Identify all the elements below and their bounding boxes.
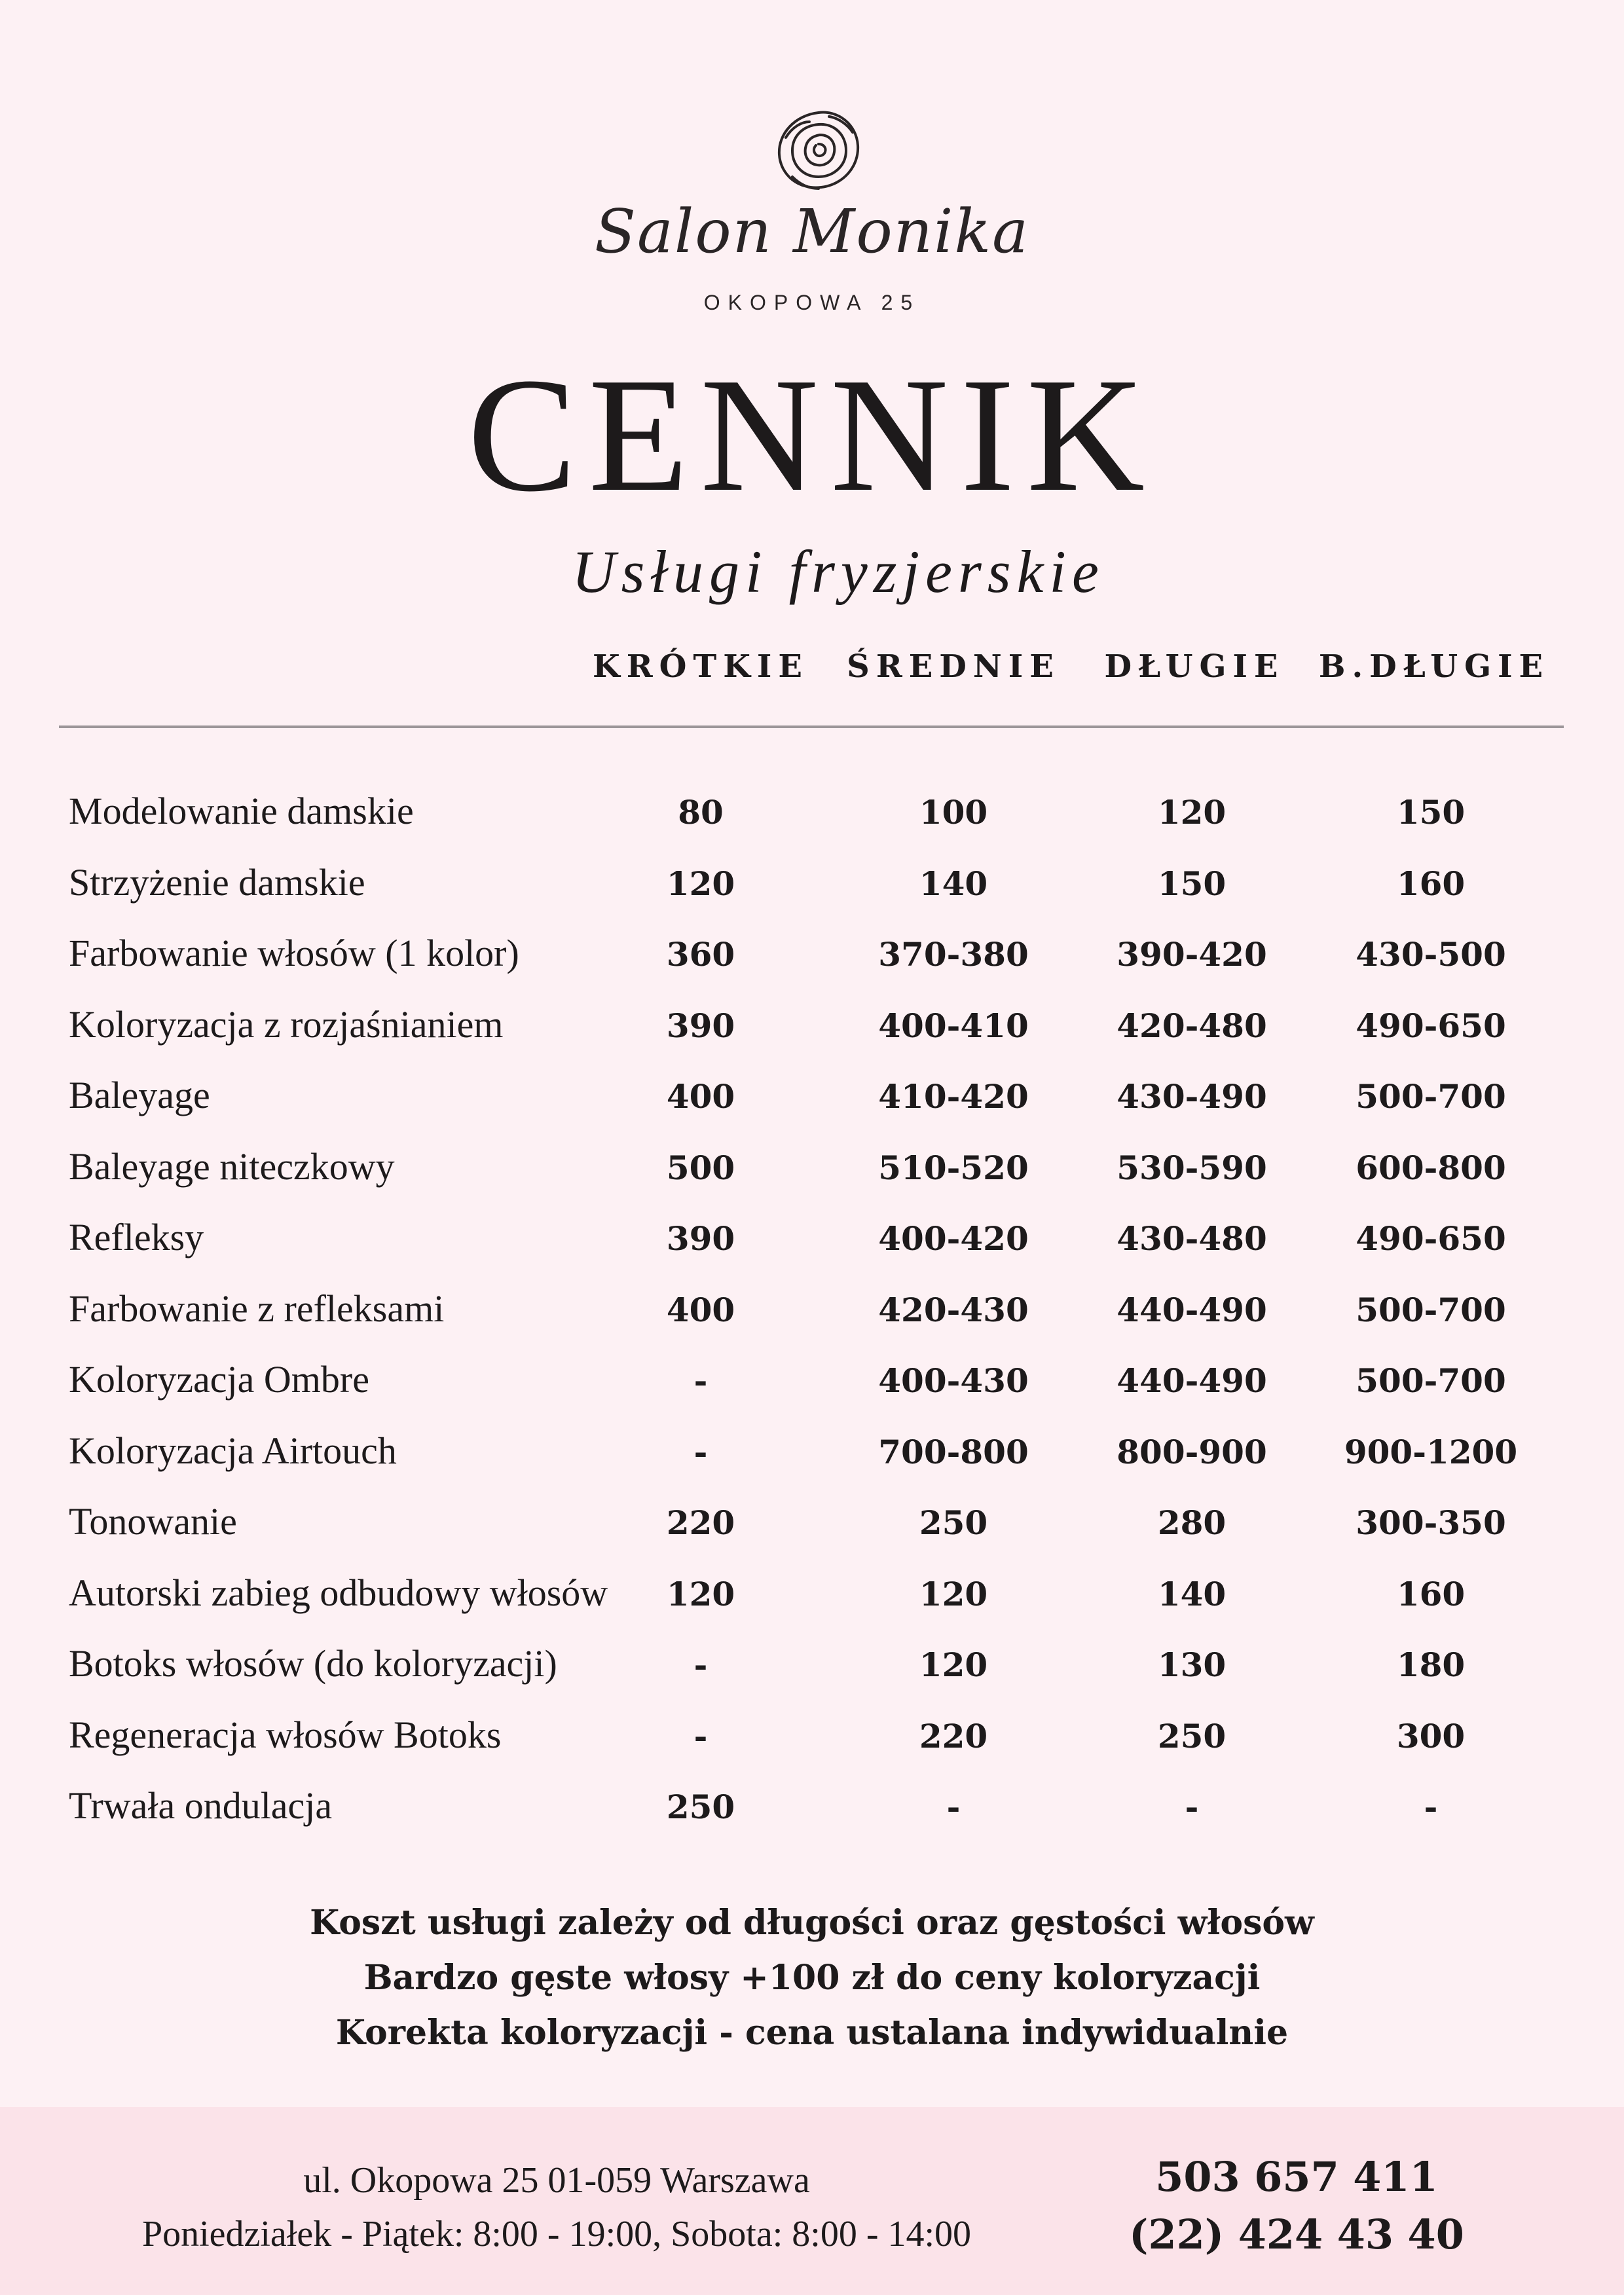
service-name: Koloryzacja z rozjaśnianiem [69,1002,504,1046]
price-cell: 160 [1396,1574,1466,1613]
service-name: Koloryzacja Airtouch [69,1429,397,1472]
price-cell: 250 [666,1788,735,1826]
price-cell: - [1185,1788,1199,1826]
price-cell: - [693,1432,708,1471]
price-cell: 250 [919,1503,988,1542]
price-cell: 400-420 [878,1219,1029,1258]
footer-hours: Poniedziałek - Piątek: 8:00 - 19:00, Sobota: 8:00 - 14:00 [141,2214,972,2254]
column-header-medium: ŚREDNIE [847,648,1060,685]
page-subtitle: Usługi fryzjerskie [572,538,1105,605]
price-cell: - [1424,1788,1438,1826]
price-cell: 300 [1396,1716,1466,1755]
price-cell: 400-410 [878,1006,1029,1045]
price-cell: 430-500 [1356,935,1506,974]
table-row [0,1357,1624,1416]
price-cell: 390 [666,1219,735,1258]
service-name: Baleyage niteczkowy [69,1145,395,1188]
price-cell: 150 [1157,864,1227,903]
price-notes [0,1896,1624,2061]
price-cell: 140 [1157,1574,1227,1613]
price-cell: 420-430 [878,1290,1029,1329]
price-cell: 390 [666,1006,735,1045]
service-name: Farbowanie z refleksami [69,1287,445,1330]
service-name: Autorski zabieg odbudowy włosów [69,1571,608,1614]
price-cell: 440-490 [1116,1290,1267,1329]
price-cell: 530-590 [1116,1148,1267,1187]
table-row [0,1713,1624,1772]
phone-mobile[interactable]: 503 657 411 [1155,2153,1438,2201]
footer-band [0,2107,1624,2295]
price-cell: 800-900 [1116,1432,1267,1471]
footer-address: ul. Okopowa 25 01-059 Warszawa [303,2160,810,2201]
price-cell: 420-480 [1116,1006,1267,1045]
price-cell: 300-350 [1356,1503,1506,1542]
column-header-long: DŁUGIE [1104,648,1285,685]
phone-landline[interactable]: (22) 424 43 40 [1129,2211,1464,2258]
service-name: Baleyage [69,1074,210,1116]
price-cell: 400 [666,1077,735,1116]
table-row [0,1145,1624,1203]
price-cell: 490-650 [1356,1219,1506,1258]
price-cell: 400-430 [878,1361,1029,1400]
rose-icon [766,98,871,203]
service-name: Koloryzacja Ombre [69,1358,369,1401]
column-header-short: KRÓTKIE [593,648,809,685]
price-cell: - [693,1716,708,1755]
price-cell: 430-490 [1116,1077,1267,1116]
price-cell: 100 [919,793,988,832]
price-cell: 410-420 [878,1077,1029,1116]
price-cell: 120 [919,1574,988,1613]
price-cell: 500-700 [1356,1077,1506,1116]
price-cell: - [693,1361,708,1400]
price-cell: - [946,1788,961,1826]
table-row [0,1002,1624,1061]
page-title: CENNIK [467,344,1157,526]
price-cell: 510-520 [878,1148,1029,1187]
salon-name: Salon Monika [594,196,1030,266]
column-header-very-long: B.DŁUGIE [1318,648,1550,685]
price-cell: 120 [666,864,735,903]
service-name: Strzyżenie damskie [69,860,365,904]
price-cell: 220 [666,1503,735,1542]
price-cell: 280 [1157,1503,1227,1542]
service-name: Modelowanie damskie [69,790,414,832]
price-cell: 390-420 [1116,935,1267,974]
service-name: Farbowanie włosów (1 kolor) [69,932,519,974]
price-cell: 250 [1157,1716,1227,1755]
price-cell: 130 [1157,1645,1227,1684]
price-cell: 150 [1396,793,1466,832]
note-line: Korekta koloryzacji - cena ustalana indywidualnie [335,2013,1289,2053]
service-name: Refleksy [69,1216,204,1258]
price-cell: 500-700 [1356,1361,1506,1400]
service-name: Regeneracja włosów Botoks [69,1713,502,1756]
table-row [0,931,1624,990]
table-row [0,1642,1624,1700]
price-cell: 700-800 [878,1432,1029,1471]
price-cell: 160 [1396,864,1466,903]
price-cell: - [693,1645,708,1684]
note-line: Koszt usługi zależy od długości oraz gęstości włosów [310,1903,1314,1943]
price-cell: 140 [919,864,988,903]
table-row [0,1073,1624,1132]
service-name: Tonowanie [69,1500,237,1543]
table-row [0,1215,1624,1274]
price-cell: 500-700 [1356,1290,1506,1329]
price-cell: 120 [666,1574,735,1613]
price-cell: 370-380 [878,935,1029,974]
service-name: Trwała ondulacja [69,1784,333,1827]
salon-address-header: OKOPOWA 25 [703,291,921,314]
table-row [0,1784,1624,1843]
price-cell: 430-480 [1116,1219,1267,1258]
price-cell: 600-800 [1356,1148,1506,1187]
table-row [0,860,1624,919]
table-row [0,1571,1624,1630]
price-cell: 490-650 [1356,1006,1506,1045]
price-cell: 440-490 [1116,1361,1267,1400]
price-cell: 360 [666,935,735,974]
price-cell: 120 [919,1645,988,1684]
table-row [0,1429,1624,1488]
header-divider [59,725,1564,728]
price-cell: 500 [666,1148,735,1187]
table-row [0,1499,1624,1558]
price-cell: 80 [678,793,724,832]
price-cell: 400 [666,1290,735,1329]
price-cell: 180 [1396,1645,1466,1684]
price-cell: 220 [919,1716,988,1755]
table-row [0,789,1624,848]
table-row [0,1287,1624,1346]
price-cell: 900-1200 [1344,1432,1518,1471]
service-name: Botoks włosów (do koloryzacji) [69,1642,557,1685]
price-cell: 120 [1157,793,1227,832]
note-line: Bardzo gęste włosy +100 zł do ceny koloryzacji [363,1958,1261,1998]
